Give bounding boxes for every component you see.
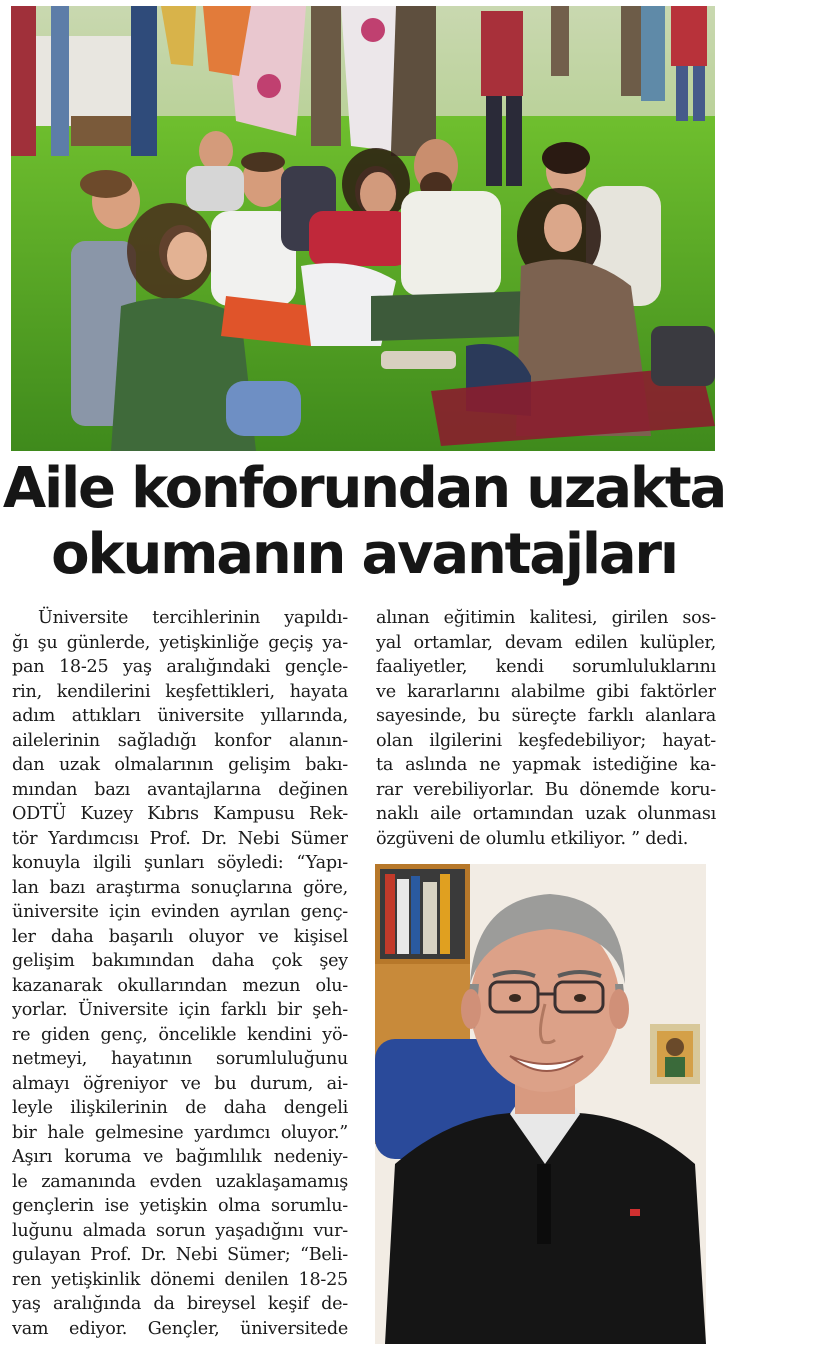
body-line: ve kararlarını alabilme gibi faktörler: [376, 681, 716, 702]
article-headline: [0, 456, 728, 588]
body-line: alınan eğitimin kalitesi, girilen sos-: [376, 608, 716, 628]
body-line: kazanarak okullarından mezun olu-: [12, 975, 348, 996]
headline-line-2: okumanın avantajları: [51, 522, 677, 587]
body-line: luğunu almada sorun yaşadığını vur-: [12, 1220, 348, 1241]
body-line: lan bazı araştırma sonuçlarına göre,: [12, 877, 348, 898]
body-line: bir hale gelmesine yardımcı oluyor.”: [12, 1122, 348, 1143]
body-line: yorlar. Üniversite için farklı bir şeh-: [12, 1000, 348, 1020]
body-line: adım attıkları üniversite yıllarında,: [12, 706, 348, 726]
body-line: netmeyi, hayatının sorumluluğunu: [12, 1049, 348, 1069]
body-line: yal ortamlar, devam edilen kulüpler,: [376, 632, 716, 653]
body-line: Üniversite tercihlerinin yapıldı-: [38, 608, 348, 628]
body-line: dan uzak olmalarının gelişim bakı-: [12, 755, 348, 775]
body-line: vam ediyor. Gençler, üniversitede: [12, 1318, 348, 1339]
body-line: tör Yardımcısı Prof. Dr. Nebi Sümer: [12, 828, 348, 849]
body-line: almayı öğreniyor ve bu durum, ai-: [12, 1073, 348, 1094]
body-line: üniversite için evinden ayrılan genç-: [12, 902, 348, 922]
body-line: ğı şu günlerde, yetişkinliğe geçiş ya-: [12, 632, 348, 653]
body-line: naklı aile ortamından uzak olunması: [376, 804, 716, 824]
body-line: sayesinde, bu süreçte farklı alanlara: [376, 706, 716, 726]
body-line: konuyla ilgili şunları söyledi: “Yapı-: [12, 853, 348, 873]
article-body-right-column: [376, 606, 716, 851]
body-line: ODTÜ Kuzey Kıbrıs Kampusu Rek-: [12, 804, 348, 824]
body-line: gelişim bakımından daha çok şey: [12, 951, 348, 971]
body-line: pan 18-25 yaş aralığındaki gençle-: [12, 657, 348, 677]
body-line: mından bazı avantajlarına değinen: [12, 779, 348, 800]
body-line: ailelerinin sağladığı konfor alanın-: [12, 730, 348, 751]
headline-line-1: Aile konforundan uzakta: [2, 456, 726, 521]
body-line: rar verebiliyorlar. Bu dönemde koru-: [376, 779, 716, 800]
body-line: re giden genç, öncelikle kendini yö-: [12, 1024, 348, 1045]
body-line: özgüveni de olumlu etkiliyor. ” dedi.: [376, 828, 689, 849]
body-line: yaş aralığında da bireysel keşif de-: [12, 1294, 348, 1314]
body-line: gulayan Prof. Dr. Nebi Sümer; “Beli-: [12, 1245, 348, 1265]
body-line: Aşırı koruma ve bağımlılık nedeniy-: [12, 1147, 348, 1167]
body-line: leyle ilişkilerinin de daha dengeli: [12, 1098, 348, 1118]
students-photo-illustration: [11, 6, 715, 451]
body-line: ta aslında ne yapmak istediğine ka-: [376, 755, 716, 775]
body-line: ler daha başarılı oluyor ve kişisel: [12, 926, 348, 947]
portrait-photo: [375, 864, 706, 1344]
body-line: gençlerin ise yetişkin olma sorumlu-: [12, 1196, 348, 1216]
body-line: faaliyetler, kendi sorumluluklarını: [376, 657, 716, 677]
article-body-left-column: [12, 606, 348, 1341]
body-line: le zamanında evden uzaklaşamamış: [12, 1171, 348, 1192]
body-line: rin, kendilerini keşfettikleri, hayata: [12, 681, 348, 702]
students-group-photo: [11, 6, 715, 451]
body-line: olan ilgilerini keşfedebiliyor; hayat-: [376, 730, 716, 751]
portrait-illustration: [375, 864, 706, 1344]
body-line: ren yetişkinlik dönemi denilen 18-25: [12, 1269, 348, 1290]
